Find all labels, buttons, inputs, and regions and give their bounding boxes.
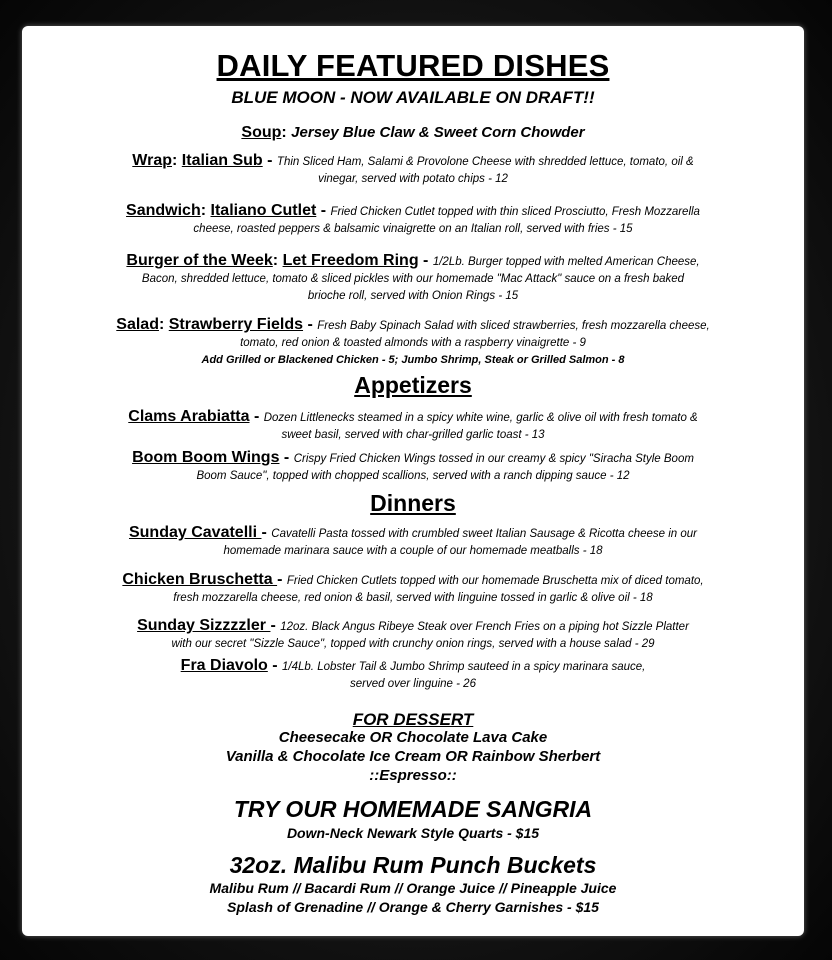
feature-category: Burger of the Week — [126, 252, 273, 269]
dinner-name: Sunday Sizzzzler — [137, 617, 271, 634]
feature-salad: Salad: Strawberry Fields - Fresh Baby Spinach Salad with sliced strawberries, fresh mozzarella cheese, tomato, red onion & toasted almonds with a raspberry vinaigrette - 9 Add Grilled or Blackened Chicken - 5; Jumbo Shrimp, Steak or Grilled Salmon - 8 — [116, 316, 710, 366]
dessert-line: Vanilla & Chocolate Ice Cream OR Rainbow Sherbert — [225, 748, 601, 765]
dessert-line: ::Espresso:: — [369, 767, 457, 784]
dinner-item: Sunday Cavatelli - Cavatelli Pasta tossed with crumbled sweet Italian Sausage & Ricotta cheese in our homemade marinara sauce with a couple of our homemade meatballs - 18 — [128, 524, 697, 557]
appetizers-heading: Appetizers — [354, 372, 472, 398]
feature-name: Let Freedom Ring — [282, 252, 419, 269]
feature-category: Wrap — [132, 152, 173, 169]
appetizer-name: Boom Boom Wings — [132, 449, 280, 466]
appetizer-name: Clams Arabiatta — [128, 408, 250, 425]
appetizer-item: Boom Boom Wings - Crispy Fried Chicken Wings tossed in our creamy & spicy "Siracha Style Boom Boom Sauce", topped with chopped scallions, served with a ranch dipping sauce - 12 — [132, 449, 694, 482]
soup-value: Jersey Blue Claw & Sweet Corn Chowder — [291, 124, 585, 141]
dinner-item: Sunday Sizzzzler - 12oz. Black Angus Ribeye Steak over French Fries on a piping hot Sizzle Platter with our secret "Sizzle Sauce", topped with crunchy onion rings, served with a house salad - 29 — [137, 617, 689, 650]
feature-category: Sandwich — [126, 202, 201, 219]
dessert-heading: FOR DESSERT — [352, 710, 474, 729]
feature-name: Strawberry Fields — [168, 316, 304, 333]
dinner-name: Fra Diavolo — [180, 657, 268, 674]
sangria-detail: Down-Neck Newark Style Quarts - $15 — [286, 825, 540, 841]
draft-announcement: BLUE MOON - NOW AVAILABLE ON DRAFT!! — [231, 88, 595, 107]
punch-ingredients: Malibu Rum // Bacardi Rum // Orange Juice // Pineapple Juice — [209, 880, 617, 896]
dinner-item: Fra Diavolo - 1/4Lb. Lobster Tail & Jumbo Shrimp sauteed in a spicy marinara sauce, served over linguine - 26 — [180, 657, 646, 690]
salad-addon: Add Grilled or Blackened Chicken - 5; Jumbo Shrimp, Steak or Grilled Salmon - 8 — [201, 354, 625, 366]
dessert-line: Cheesecake OR Chocolate Lava Cake — [278, 729, 548, 746]
soup-line: Soup: Jersey Blue Claw & Sweet Corn Chowder — [241, 124, 585, 141]
dinner-name: Chicken Bruschetta — [122, 571, 278, 588]
punch-garnish: Splash of Grenadine // Orange & Cherry Garnishes - $15 — [227, 899, 599, 915]
dinner-name: Sunday Cavatelli — [128, 524, 262, 541]
feature-name: Italiano Cutlet — [210, 202, 317, 219]
feature-burger: Burger of the Week: Let Freedom Ring - 1/2Lb. Burger topped with melted American Cheese, Bacon, shredded lettuce, tomato & sliced pickles with our homemade "Mac Attack" sauce on a fresh baked brioche roll, served with Onion Rings - 15 — [126, 252, 700, 302]
dinners-heading: Dinners — [370, 490, 456, 516]
feature-name: Italian Sub — [181, 152, 263, 169]
appetizer-item: Clams Arabiatta - Dozen Littlenecks steamed in a spicy white wine, garlic & olive oil with fresh tomato & sweet basil, served with char-grilled garlic toast - 13 — [128, 408, 698, 441]
page-title: DAILY FEATURED DISHES — [216, 48, 610, 83]
feature-category: Salad — [116, 316, 159, 333]
feature-sandwich: Sandwich: Italiano Cutlet - Fried Chicken Cutlet topped with thin sliced Prosciutto, Fresh Mozzarella cheese, roasted peppers & balsamic vinaigrette on an Italian roll, served with fries - 15 — [126, 202, 700, 235]
dinner-item: Chicken Bruschetta - Fried Chicken Cutlets topped with our homemade Bruschetta mix of diced tomato, fresh mozzarella cheese, red onion & basil, served with linguine tossed in garlic & olive oil - 18 — [122, 571, 704, 604]
feature-wrap: Wrap: Italian Sub - Thin Sliced Ham, Salami & Provolone Cheese with shredded lettuce, tomato, oil & vinegar, served with potato chips - 12 — [132, 152, 694, 185]
punch-heading: 32oz. Malibu Rum Punch Buckets — [229, 852, 597, 878]
menu-page — [22, 26, 804, 936]
soup-label: Soup — [241, 124, 282, 141]
sangria-heading: TRY OUR HOMEMADE SANGRIA — [233, 796, 593, 822]
